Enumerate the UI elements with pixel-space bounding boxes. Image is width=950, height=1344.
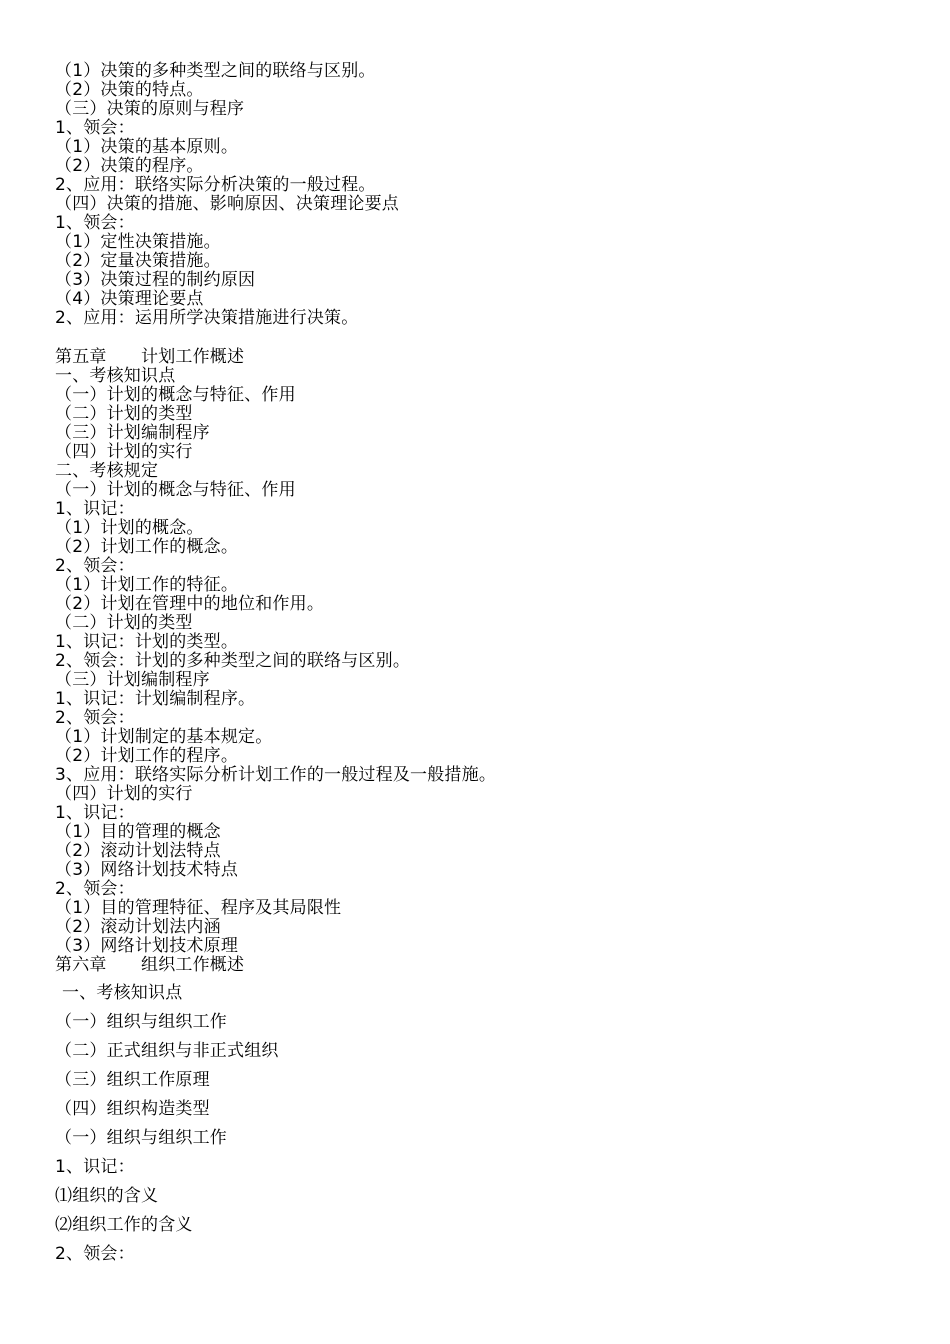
text-line: （2）决策的程序。 — [55, 156, 204, 176]
text-line: （一）计划的概念与特征、作用 — [55, 385, 296, 405]
text-line: （四）计划的实行 — [55, 442, 193, 462]
section-heading: （三）决策的原则与程序 — [55, 99, 245, 119]
text-line: （三）计划编制程序 — [55, 670, 210, 690]
text-line: 2、应用：运用所学决策措施进行决策。 — [55, 308, 359, 328]
section-heading: （四）决策的措施、影响原因、决策理论要点 — [55, 194, 399, 214]
text-line: （2）计划工作的概念。 — [55, 537, 239, 557]
text-line: （二）计划的类型 — [55, 404, 193, 424]
text-line: （二）计划的类型 — [55, 613, 193, 633]
text-line: （1）定性决策措施。 — [55, 232, 221, 252]
text-line: 1、识记：计划的类型。 — [55, 632, 239, 652]
text-line: （1）计划工作的特征。 — [55, 575, 239, 595]
text-line: （2）决策的特点。 — [55, 80, 204, 100]
text-line: （1）决策的多种类型之间的联络与区别。 — [55, 61, 376, 81]
text-line: （1）目的管理特征、程序及其局限性 — [55, 898, 342, 918]
text-line: （一）组织与组织工作 — [55, 1128, 227, 1148]
text-line: （2）计划工作的程序。 — [55, 746, 239, 766]
text-line: （3）网络计划技术原理 — [55, 936, 239, 956]
text-line: （三）组织工作原理 — [55, 1070, 210, 1090]
chapter-heading: 第六章 组织工作概述 — [55, 955, 245, 975]
text-line: （3）决策过程的制约原因 — [55, 270, 256, 290]
text-line: （3）网络计划技术特点 — [55, 860, 239, 880]
text-line: 2、领会： — [55, 1244, 135, 1264]
text-line: 2、领会：计划的多种类型之间的联络与区别。 — [55, 651, 411, 671]
text-line: （4）决策理论要点 — [55, 289, 204, 309]
text-line: （一）计划的概念与特征、作用 — [55, 480, 296, 500]
section-heading: 二、考核规定 — [55, 461, 159, 481]
text-line: ⑴组织的含义 — [55, 1186, 159, 1206]
text-line: （1）计划的概念。 — [55, 518, 204, 538]
text-line: 1、识记： — [55, 1157, 135, 1177]
text-line: （三）计划编制程序 — [55, 423, 210, 443]
text-line: （1）计划制定的基本规定。 — [55, 727, 273, 747]
text-line: （一）组织与组织工作 — [55, 1012, 227, 1032]
text-line: 1、识记： — [55, 499, 135, 519]
section-heading: 一、考核知识点 — [62, 983, 183, 1003]
text-line: 1、领会： — [55, 213, 135, 233]
text-line: （2）滚动计划法内涵 — [55, 917, 221, 937]
text-line: 1、识记： — [55, 803, 135, 823]
text-line: （2）计划在管理中的地位和作用。 — [55, 594, 325, 614]
text-line: （四）计划的实行 — [55, 784, 193, 804]
text-line: ⑵组织工作的含义 — [55, 1215, 193, 1235]
text-line: （2）滚动计划法特点 — [55, 841, 221, 861]
text-line: 1、领会： — [55, 118, 135, 138]
text-line: 2、领会： — [55, 708, 135, 728]
chapter-heading: 第五章 计划工作概述 — [55, 347, 245, 367]
text-line: （1）目的管理的概念 — [55, 822, 221, 842]
text-line: 1、识记：计划编制程序。 — [55, 689, 256, 709]
text-line: （四）组织构造类型 — [55, 1099, 210, 1119]
text-line: 3、应用：联络实际分析计划工作的一般过程及一般措施。 — [55, 765, 497, 785]
text-line: （二）正式组织与非正式组织 — [55, 1041, 279, 1061]
section-heading: 一、考核知识点 — [55, 366, 176, 386]
text-line: （1）决策的基本原则。 — [55, 137, 239, 157]
text-line: 2、领会： — [55, 556, 135, 576]
text-line: （2）定量决策措施。 — [55, 251, 221, 271]
text-line: 2、领会： — [55, 879, 135, 899]
text-line: 2、应用：联络实际分析决策的一般过程。 — [55, 175, 376, 195]
